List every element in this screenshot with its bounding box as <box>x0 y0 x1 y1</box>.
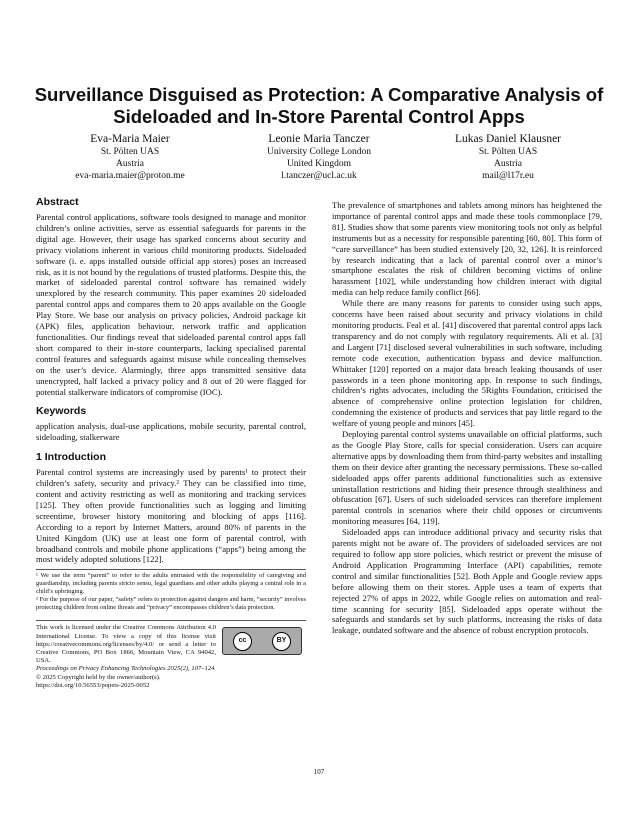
author-3 <box>414 132 602 182</box>
keywords-heading: Keywords <box>36 405 87 418</box>
footnotes <box>36 569 306 612</box>
footnote-2: ² For the purpose of our paper, “safety” refers to protection against dangers and harm, “security” involves protecting children from online threats and “privacy” encompasses children’s data protection. <box>36 596 306 612</box>
abstract-text: Parental control applications, software tools designed to manage and monitor children’s online activities, serve as essential safeguards for parents in the digital age. However, their usage has sparked concerns about security and privacy violations inherent in various child monitoring products. Sideloaded software (i. e. apps installed outside official app stores) poses an increased risk, as it is not bound by the regulations of trusted platforms. Despite this, the market of sideloaded parental control software has remained widely unexplored by the research community. This paper examines 20 sideloaded parental control apps and compares them to 20 apps available on the Google Play Store. We base our analysis on privacy policies, Android package kit (APK) files, application behaviour, network traffic and application functionalities. Our findings reveal that sideloaded parental control apps fall short compared to their in-store counterparts, lacking specialised parental control features and safeguards against misuse while concealing themselves on the user’s device. Alarmingly, three apps transmitted sensitive data unencrypted, half lacked a privacy policy and 8 out of 20 were flagged for potential stalkerware indicators of compromise (IOC). <box>36 212 306 397</box>
author-block <box>36 132 602 182</box>
by-icon: BY <box>272 632 291 651</box>
license-text: This work is licensed under the Creative Commons Attribution 4.0 International License. To view a copy of this license visit https://creativecommons.org/licenses/by/4.0/ or send a letter to Creative Commons, PO Box 1866, Mountain View, CA 94042, USA. <box>36 624 216 665</box>
paragraph: While there are many reasons for parents to consider using such apps, concerns have been raised about security and privacy violations in child monitoring products. Feal et al. [41] discovered that parental control apps lack transparency and do not comply with regulatory requirements. Ali et al. [3] and Largent [71] disclosed several vulnerabilities in such software, including remote code execution, authentication bypass and device malfunction. Whittaker [120] reported on a major data breach leaking thousands of user passwords in a teen phone monitoring app. In response to such findings, children’s rights advocates, including the 5Rights Foundation, criticised the absence of comprehensive online protection legislation for children, condemning the existence of products and services that pay little regard to the welfare of young people and minors [45]. <box>332 298 602 429</box>
paragraph: Deploying parental control systems unavailable on official platforms, such as the Google Play Store, calls for special consideration. Users can acquire alternative apps by downloading them from third-party websites and installing them on their device after granting the necessary permissions. These so-called sideloaded apps offer parents additional functionalities such as extensive uninstallation restrictions and hiding their presence through stealthiness and obfuscation [67]. Users of such sideloaded services can therefore implement parental controls in scenarios where their child opposes or circumvents monitoring measures [64, 119]. <box>332 429 602 527</box>
author-affiliation: University College London <box>267 147 371 157</box>
paper-title: Surveillance Disguised as Protection: A Comparative Analysis of Sideloaded and In-Store Parental Control Apps <box>34 84 604 127</box>
keywords-text: application analysis, dual-use applications, mobile security, parental control, sideloading, stalkerware <box>36 421 306 443</box>
doi-link[interactable]: https://doi.org/10.56553/popets-2025-0052 <box>36 681 150 689</box>
footnote-1: ¹ We use the term “parent” to refer to the adults entrusted with the responsibility of caregiving and guardianship, including parents stricto sensu, legal guardians and other adults playing a central role in a child’s upbringing. <box>36 572 306 596</box>
author-2 <box>225 132 413 182</box>
copyright-line: © 2025 Copyright held by the owner/author(s). <box>36 673 161 681</box>
right-column <box>332 200 602 636</box>
author-email[interactable]: mail@l17r.eu <box>482 171 534 181</box>
author-1 <box>36 132 224 182</box>
author-email[interactable]: l.tanczer@ucl.ac.uk <box>281 171 357 181</box>
author-affiliation: St. Pölten UAS <box>478 147 538 157</box>
author-name: Leonie Maria Tanczer <box>268 133 370 145</box>
paragraph: Sideloaded apps can introduce additional privacy and security risks that parents might not be aware of. The providers of sideloaded services are not required to follow app store policies, which restrict or prevent the misuse of Android Application Programming Interface (API) capabilities, remote control and similar functionalities [52]. Both Apple and Google review apps before allowing them on their stores. Apple uses a team of experts that rejected 27% of apps in 2022, while Google relies on automation and real-time scanning for security [85]. Sideloaded apps operate without the safeguards and standards set by such platforms, increasing the risks of data leakage, outdated software and the absence of robust encryption protocols. <box>332 527 602 636</box>
cc-icon: cc <box>233 632 252 651</box>
author-name: Lukas Daniel Klausner <box>454 133 562 145</box>
author-email[interactable]: eva-maria.maier@proton.me <box>75 171 185 181</box>
page-number: 107 <box>313 768 325 776</box>
left-column <box>36 196 306 690</box>
author-affiliation: St. Pölten UAS <box>100 147 160 157</box>
intro-heading: 1 Introduction <box>36 451 106 464</box>
author-country: Austria <box>116 159 144 169</box>
proceedings-line: Proceedings on Privacy Enhancing Technologies 2025(2), 107–124 <box>36 665 215 673</box>
author-country: Austria <box>494 159 522 169</box>
license-block <box>36 620 306 690</box>
cc-by-logo <box>222 627 302 655</box>
paragraph: The prevalence of smartphones and tablets among minors has heightened the importance of parental control apps and made these tools commonplace [79, 81]. Studies show that some parents view monitoring tools not only as helpful instruments but as a necessity for responsible parenting [60, 80]. This form of “care surveillance” has been studied extensively [20, 32, 126]. It is reinforced by research indicating that a lack of parental control over a minor’s smartphone escalates the risk of children becoming victims of online harassment [102], while understanding how children interact with digital media can help reduce family conflict [66]. <box>332 200 602 298</box>
author-country: United Kingdom <box>286 159 352 169</box>
intro-text: Parental control systems are increasingly used by parents¹ to protect their children’s safety, security and privacy.² They can be classified into time, content and activity restricting as well as monitoring and tracking services [125]. They often provide functionalities such as logging and limiting screentime, browser history monitoring and blocking of apps [116]. According to a report by Internet Matters, around 80% of parents in the United Kingdom (UK) use at least one form of parental control, with broadband controls and mobile phone applications (“apps”) being among the most widely adopted solutions [122]. <box>36 467 306 565</box>
abstract-heading: Abstract <box>36 196 79 208</box>
author-name: Eva-Maria Maier <box>90 133 170 145</box>
